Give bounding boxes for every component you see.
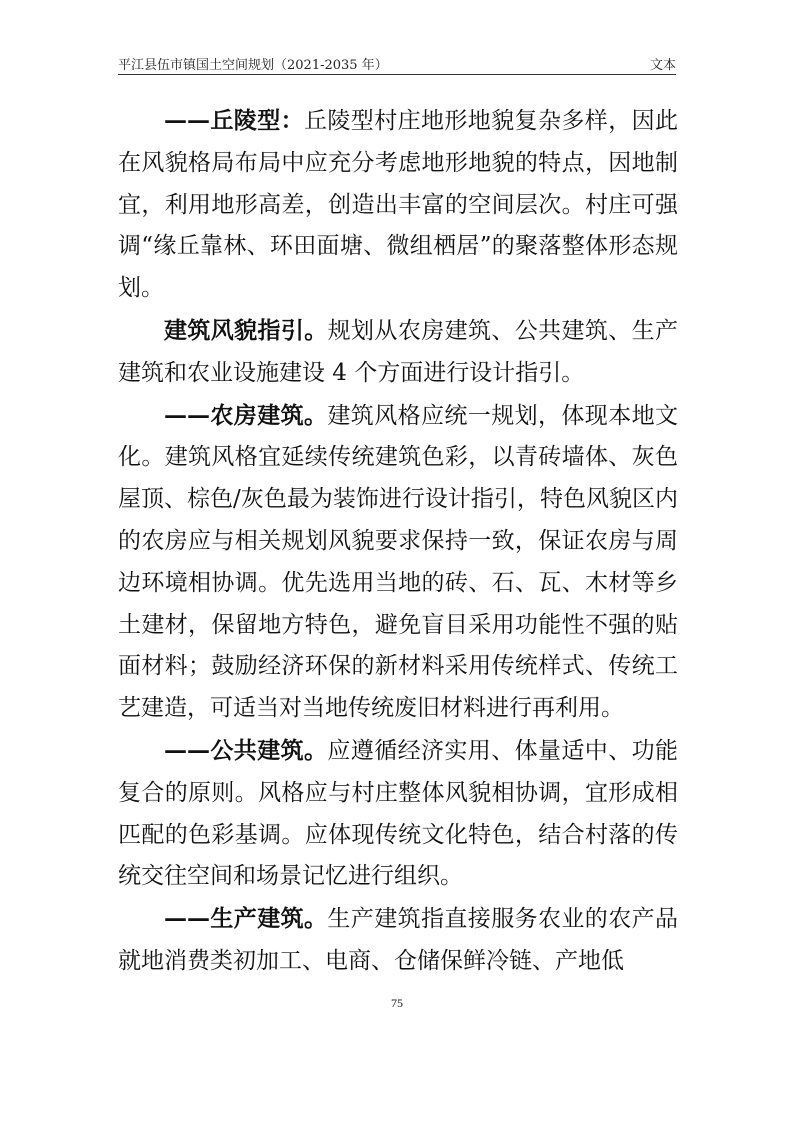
paragraph-building-guidance xyxy=(118,310,678,395)
paragraph-farmhouse-buildings xyxy=(118,395,678,730)
paragraph-public-buildings xyxy=(118,730,678,898)
paragraph-lead: ——公共建筑。 xyxy=(164,736,328,764)
paragraph-lead: ——生产建筑。 xyxy=(164,905,328,933)
header-doc-type: 文本 xyxy=(649,58,676,73)
paragraph-lead: 建筑风貌指引。 xyxy=(164,316,328,344)
paragraph-lead: ——丘陵型： xyxy=(164,107,304,134)
paragraph-body: 规划从农房建筑、公共建筑、生产建筑和农业设施建设 4 个方面进行设计指引。 xyxy=(118,317,679,386)
paragraph-body: 建筑风格应统一规划，体现本地文化。建筑风格宜延续传统建筑色彩，以青砖墙体、灰色屋顶、棕色/灰色最为装饰进行设计指引，特色风貌区内的农房应与相关规划风貌要求保持一致，保证农房与周边环境相协调。优先选用当地的砖、石、瓦、木材等乡土建材，保留地方特色，避免盲目采用功能性不强的贴面材料；鼓励经济环保的新材料采用传统样式、传统工艺建造，可适当对当地传统废旧材料进行再利用。 xyxy=(118,402,679,722)
paragraph-body: 生产建筑指直接服务农业的农产品就地消费类初加工、电商、仓储保鲜冷链、产地低 xyxy=(118,906,679,974)
paragraph-body: 丘陵型村庄地形地貌复杂多样，因此在风貌格局布局中应充分考虑地形地貌的特点，因地制宜，利用地形高差，创造出丰富的空间层次。村庄可强调“缘丘靠林、环田面塘、微组栖居”的聚落整体形态规划。 xyxy=(118,108,679,302)
paragraph-production-buildings xyxy=(118,898,678,983)
paragraph-hilly-type xyxy=(118,100,678,310)
paragraph-body: 应遵循经济实用、体量适中、功能复合的原则。风格应与村庄整体风貌相协调，宜形成相匹配的色彩基调。应体现传统文化特色，结合村落的传统交往空间和场景记忆进行组织。 xyxy=(118,737,679,890)
header-divider xyxy=(118,74,676,75)
page-number: 75 xyxy=(391,996,403,1010)
paragraph-lead: ——农房建筑。 xyxy=(164,401,328,429)
body-text xyxy=(118,100,678,983)
header-title: 平江县伍市镇国土空间规划（2021-2035 年） xyxy=(118,58,388,73)
running-header xyxy=(118,52,676,74)
